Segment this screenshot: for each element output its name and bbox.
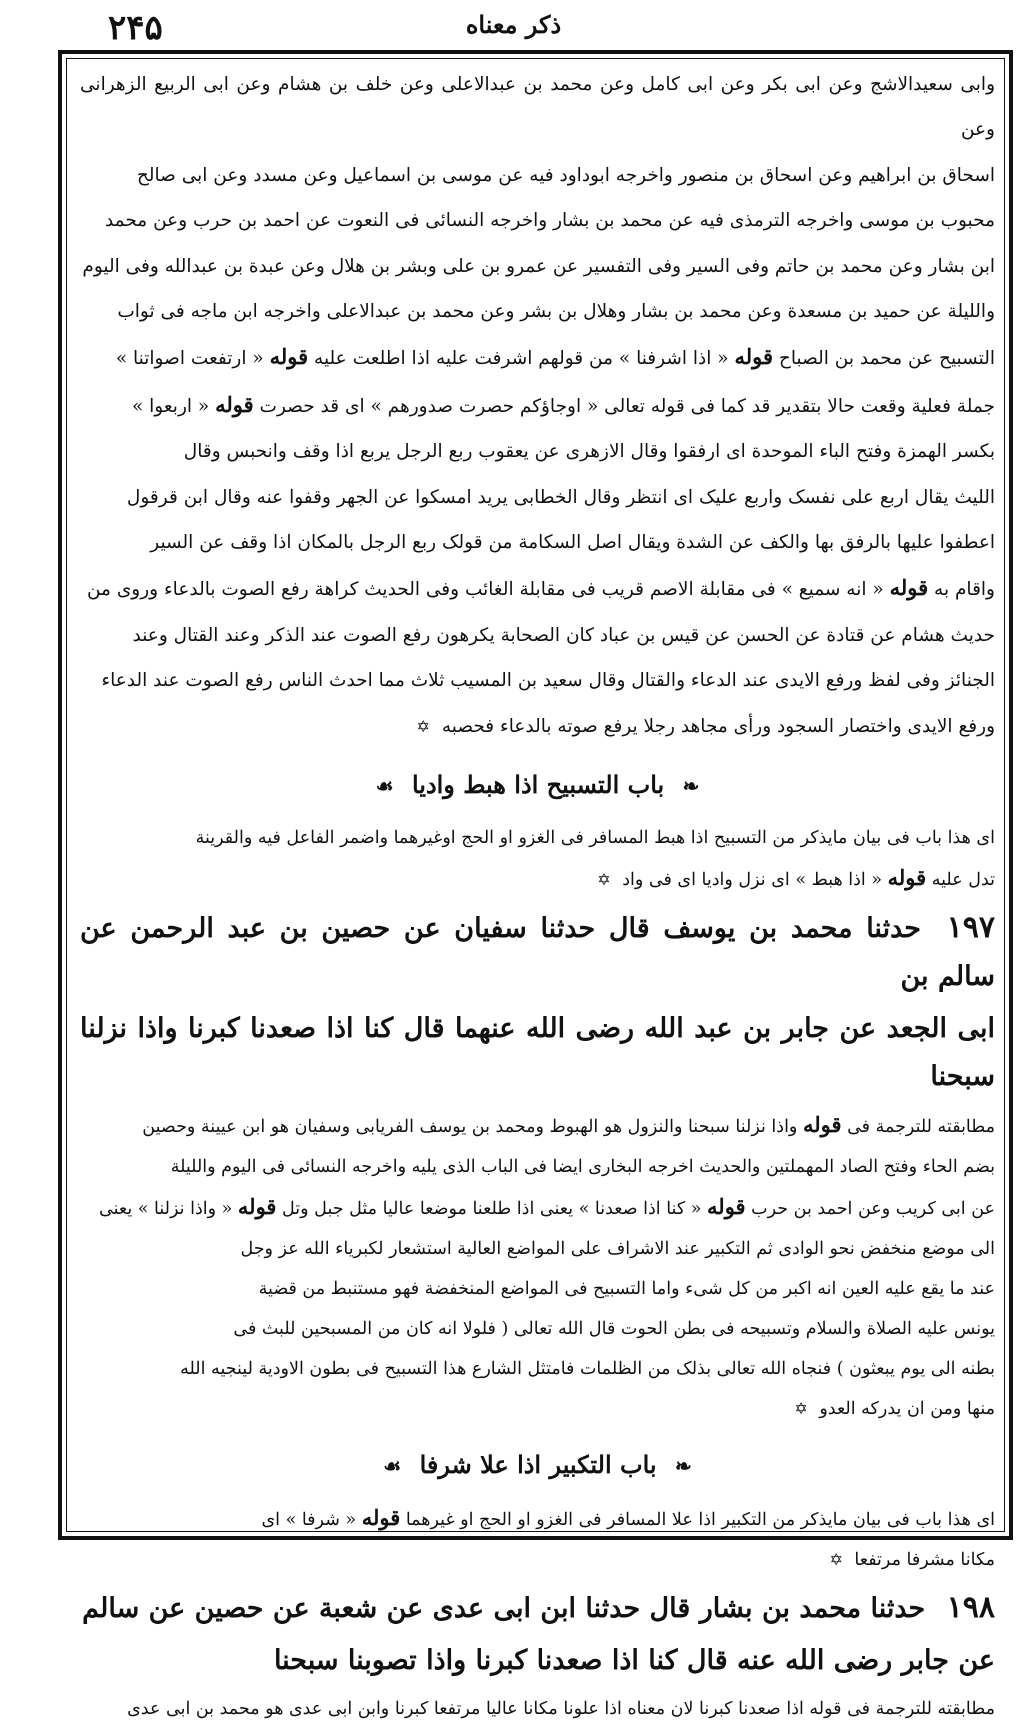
text-span: مکانا مشرفا مرتفعا <box>854 1550 995 1571</box>
keyword-qawluhu: قوله <box>802 1112 842 1138</box>
keyword-qawluhu: قوله <box>269 344 309 370</box>
star-ornament-icon: ✡ <box>794 1399 808 1419</box>
text-span: « اذا هبط » ای نزل وادیا ای فی واد <box>622 870 883 891</box>
text-line <box>80 334 995 381</box>
keyword-qawluhu: قوله <box>887 865 927 891</box>
hadith-text <box>80 1637 995 1685</box>
text-line: واللیلة عن حمید بن مسعدة وعن محمد بن بشار وهلال بن بشر وعن محمد بن عبدالاعلی واخرجه ابن ماجه فی ثواب <box>117 301 995 323</box>
text-line: یونس علیه الصلاة والسلام وتسبیحه فی بطن الحوت قال الله تعالی ( فلولا انه کان من المسبحین للبث فی <box>233 1319 995 1340</box>
text-line: الی موضع منخفض نحو الوادی ثم التکبیر عند الاشراف علی المواضع العالیة استشعار لکبریاء الله عز وجل <box>240 1239 995 1260</box>
text-line: عند ما یقع علیه العین انه اکبر من کل شیء واما التسبیح فی المواضع المنخفضة فهو مستنبط من قضیة <box>258 1279 995 1300</box>
text-line <box>80 1498 995 1540</box>
text-line: مطابقته للترجمة فی قوله اذا صعدنا کبرنا لان معناه اذا علونا مکانا عالیا مرتفعا کبرنا وابن ابی عدی هو محمد بن ابی عدی <box>127 1699 995 1720</box>
text-span: مطابقته للترجمة فی <box>847 1117 995 1138</box>
hadith-line: حدثنا محمد بن یوسف قال حدثنا سفیان عن حصین بن عبد الرحمن عن سالم بن <box>80 913 995 993</box>
text-span: منها ومن ان یدرکه العدو <box>819 1399 995 1420</box>
hadith-text <box>80 904 995 1001</box>
text-line <box>80 1187 995 1229</box>
text-span: جملة فعلیة وقعت حالا بتقدیر قد کما فی قوله تعالی « اوجاؤکم حصرت صدورهم » ای قد حصرت <box>259 395 995 417</box>
keyword-qawluhu: قوله <box>237 1194 277 1220</box>
ornament-left-icon: ☙ <box>375 774 394 799</box>
keyword-qawluhu: قوله <box>707 1194 746 1220</box>
commentary-block <box>80 62 995 749</box>
keyword-qawluhu: قوله <box>889 575 929 601</box>
text-span: عن ابی کریب وعن احمد بن حرب <box>751 1199 995 1220</box>
hadith-line: حدثنا محمد بن بشار قال حدثنا ابن ابی عدی عن شعبة عن حصین عن سالم <box>82 1593 926 1625</box>
hadith-line: ابی الجعد عن جابر بن عبد الله رضی الله عنهما قال کنا اذا صعدنا کبرنا واذا نزلنا سبحنا <box>80 1013 995 1093</box>
hadith-line: عن جابر رضی الله عنه قال کنا اذا صعدنا کبرنا واذا تصوبنا سبحنا <box>273 1645 995 1677</box>
star-ornament-icon: ✡ <box>597 870 611 890</box>
chapter-title: باب التکبیر اذا علا شرفا <box>419 1450 657 1480</box>
text-span: ورفع الایدی واختصار السجود ورأی مجاهد رجلا یرفع صوته بالدعاء فحصبه <box>441 715 995 737</box>
star-ornament-icon: ✡ <box>829 1550 843 1570</box>
text-line: اللیث یقال اربع علی نفسک واربع علیک ای انتظر وقال الخطابی یرید امسکوا عن الجهر وقفوا عنه وقال ابن قرقول <box>126 486 995 508</box>
chapter-heading <box>80 763 995 808</box>
text-line: بطنه الی یوم یبعثون ) فنجاه الله تعالی بذلک من الظلمات فامتثل الشارع هذا التسبیح فی بطون الاودیة لینجیه الله <box>180 1359 995 1380</box>
page-number: ۲۴۵ <box>108 8 163 48</box>
text-line: الجنائز وفی لفظ ورفع الایدی عند الدعاء والقتال وقال سعید بن المسیب ثلاث مما احدث الناس رفع الصوت عند الدعاء <box>101 670 995 692</box>
text-span: ای هذا باب فی بیان مایذکر من التکبیر اذا علا المسافر فی الغزو او الحج او غیرهما <box>405 1510 995 1531</box>
hadith-text <box>80 1584 995 1633</box>
hadith-number: ۱۹۸ <box>946 1590 995 1626</box>
text-span: تدل علیه <box>931 870 995 891</box>
text-line: اسحاق بن ابراهیم وعن اسحاق بن منصور واخرجه ابوداود فیه عن موسی بن اسماعیل وعن مسدد وعن ابی صالح <box>136 164 995 186</box>
text-line: محبوب بن موسی واخرجه الترمذی فیه عن محمد بن بشار واخرجه النسائی فی النعوت عن احمد بن حرب وعن محمد <box>104 210 995 232</box>
text-line: ابن بشار وعن محمد بن حاتم وفی السیر وفی التفسیر عن عمرو بن علی وبشر بن هلال وعن عبدة بن عبدالله وفی الیوم <box>82 255 995 277</box>
keyword-qawluhu: قوله <box>361 1505 401 1531</box>
text-line: بضم الحاء وفتح الصاد المهملتین والحدیث اخرجه البخاری ایضا فی الباب الذی یلیه واخرجه النسائی فی الیوم واللیلة <box>170 1157 995 1178</box>
ornament-left-icon: ☙ <box>383 1454 402 1479</box>
text-line: وابی سعیدالاشج وعن ابی بکر وعن ابی کامل وعن محمد بن عبدالاعلی وعن خلف بن هشام وعن ابی الربیع الزهرانی وعن <box>80 74 995 141</box>
text-line: اعطفوا علیها بالرفق بها والکف عن الشدة ویقال اصل السکامة من قولک ربع الرجل بالمکان اذا وقف عن السیر <box>150 532 995 554</box>
chapter-title: باب التسبیح اذا هبط وادیا <box>411 770 665 800</box>
text-span: « ارتفعت اصواتنا » <box>115 348 264 370</box>
text-line <box>80 1389 995 1429</box>
text-line <box>80 704 995 749</box>
text-line: ای هذا باب فی بیان مایذکر من التسبیح اذا هبط المسافر فی الغزو او الحج اوغیرهما واضمر الفاعل فیه والقرینة <box>195 828 995 849</box>
hadith-text <box>80 1005 995 1101</box>
text-line <box>80 1105 995 1147</box>
text-span: « اذا اشرفنا » من قولهم اشرفت علیه اذا اطلعت علیه <box>314 348 729 370</box>
keyword-qawluhu: قوله <box>734 344 774 370</box>
text-span: « اربعوا » <box>131 395 210 417</box>
keyword-qawluhu: قوله <box>215 391 254 417</box>
text-line <box>80 382 995 429</box>
star-ornament-icon: ✡ <box>416 716 430 736</box>
text-span: « انه سمیع » فی مقابلة الاصم قریب فی مقابلة الغائب وفی الحدیث کراهة رفع الصوت بالدعاء وروی من <box>86 579 884 601</box>
running-title: ذکر معناه <box>465 10 562 39</box>
text-line <box>80 565 995 612</box>
chapter-heading <box>80 1443 995 1488</box>
text-line <box>80 1540 995 1580</box>
text-span: التسبیح عن محمد بن الصباح <box>778 348 995 370</box>
text-span: « شرفا » ای <box>261 1510 357 1531</box>
hadith-number: ۱۹۷ <box>946 910 996 946</box>
text-line <box>80 858 995 900</box>
text-span: واذا نزلنا سبحنا والنزول هو الهبوط ومحمد بن یوسف الفریابی وسفیان هو ابن عیینة وحصین <box>142 1117 798 1138</box>
text-span: « واذا نزلنا » یعنی <box>99 1199 233 1220</box>
text-line: حدیث هشام عن قتادة عن الحسن عن قیس بن عباد کان الصحابة یکرهون رفع الصوت عند الذکر وعند القتال وعند <box>132 624 995 646</box>
text-line: بکسر الهمزة وفتح الباء الموحدة ای ارفقوا وقال الازهری عن یعقوب ربع الرجل یربع اذا وقف وانحبس وقال <box>183 441 995 463</box>
text-span: « کنا اذا صعدنا » یعنی اذا طلعنا موضعا عالیا مثل جبل وتل <box>282 1199 702 1220</box>
page-body <box>80 62 996 1720</box>
ornament-right-icon: ❧ <box>674 1454 692 1479</box>
text-span: واقام به <box>934 579 995 601</box>
ornament-right-icon: ❧ <box>682 774 700 799</box>
